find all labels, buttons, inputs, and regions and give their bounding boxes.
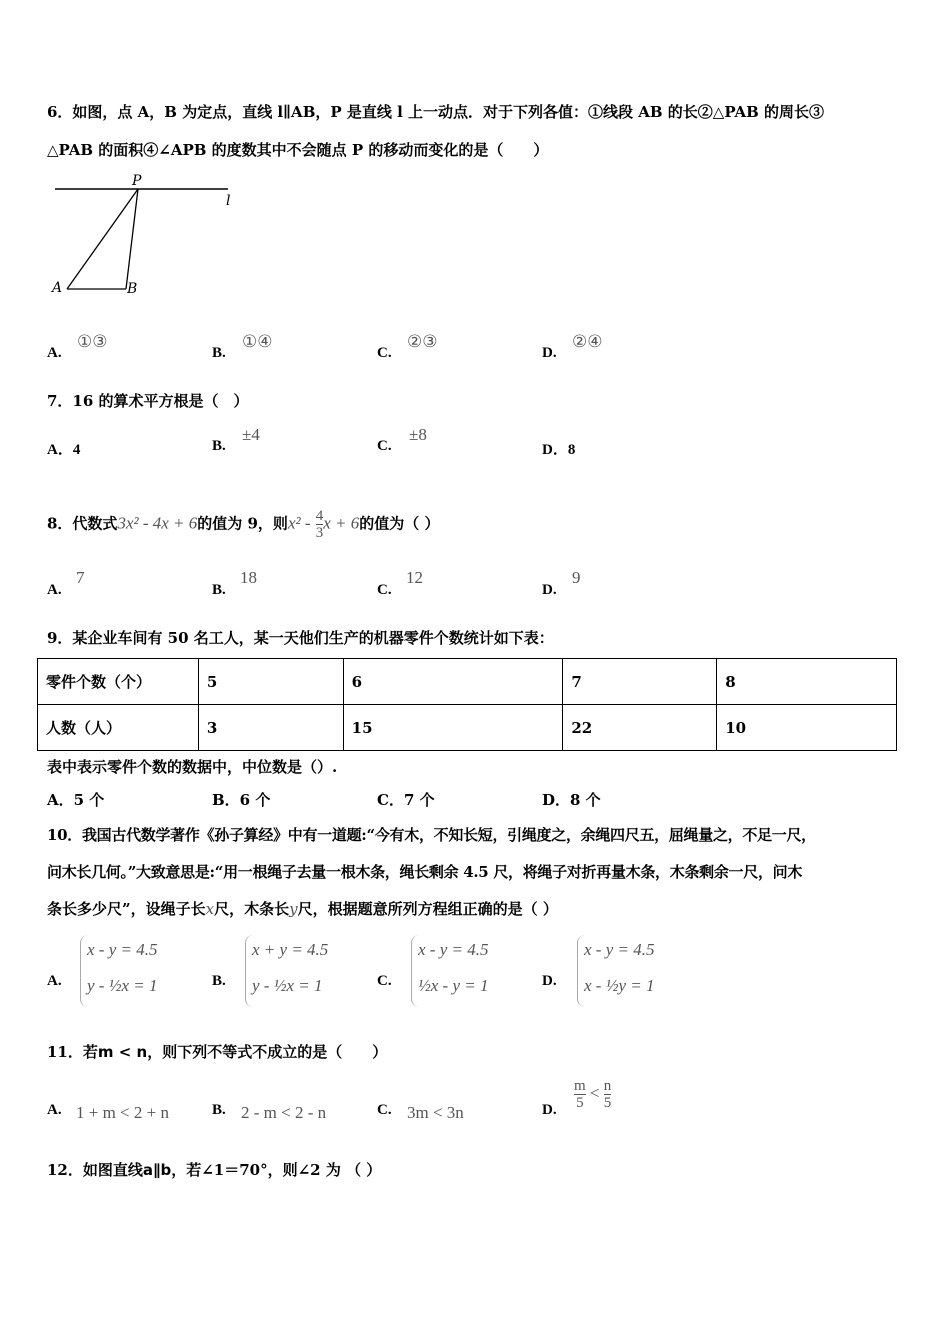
q8-option-d-value: 9 xyxy=(572,568,581,587)
q8-option-b-label[interactable]: B. xyxy=(212,582,226,598)
q6-option-b-value: ①④ xyxy=(242,332,273,351)
q8-option-d-label[interactable]: D. xyxy=(542,582,557,598)
q12-stem-a: 12．如图直线 xyxy=(47,1161,143,1179)
table-cell: 零件个数（个） xyxy=(38,659,199,705)
q10-line3c: 尺，根据题意所列方程组正确的是（ ） xyxy=(297,900,558,918)
q8-option-b-value: 18 xyxy=(240,568,257,587)
label-P: P xyxy=(132,173,142,189)
q9-option-c[interactable]: C．7 个 xyxy=(377,791,435,809)
q10-option-d-system xyxy=(577,935,654,1007)
equation: x - y = 4.5 xyxy=(584,940,655,959)
q6-option-a-value: ①③ xyxy=(77,332,108,351)
q6-stem-line1: 6．如图，点 A，B 为定点，直线 l∥AB，P 是直线 l 上一动点．对于下列各值：①线段 AB 的长②△PAB 的周长③ xyxy=(47,103,825,121)
q11-option-a-value: 1 + m < 2 + n xyxy=(76,1103,169,1122)
equation: x - y = 4.5 xyxy=(87,940,158,959)
q8-option-a-value: 7 xyxy=(76,568,85,587)
q6-option-d-label[interactable]: D. xyxy=(542,345,557,361)
equation: y - ½x = 1 xyxy=(87,976,158,995)
q10-line3a: 条长多少尺”，设绳子长 xyxy=(47,900,206,918)
table-cell: 8 xyxy=(717,659,897,705)
q11-option-b-label[interactable]: B. xyxy=(212,1102,226,1118)
fraction xyxy=(604,1078,612,1111)
label-l: l xyxy=(226,193,231,209)
q10-option-b-label[interactable]: B. xyxy=(212,973,226,989)
q10-line3b: 尺，木条长 xyxy=(214,900,290,918)
q11-condition: m < n xyxy=(97,1043,148,1061)
q6-option-b-label[interactable]: B. xyxy=(212,345,226,361)
q11-stem xyxy=(47,1042,387,1062)
q8-frac-den: 3 xyxy=(315,525,324,541)
q8-expr2-b: x + 6 xyxy=(323,513,360,533)
q7-option-d[interactable]: D．8 xyxy=(542,442,576,458)
q11-stem-a: 11．若 xyxy=(47,1043,98,1061)
q7-stem: 7．16 的算术平方根是（ ） xyxy=(47,392,249,410)
denominator: 5 xyxy=(576,1095,584,1111)
q10-option-d-label[interactable]: D. xyxy=(542,973,557,989)
q9-option-a[interactable]: A．5 个 xyxy=(47,791,105,809)
q8-post: 的值为（ ） xyxy=(359,514,440,533)
q11-option-d-value xyxy=(574,1078,611,1111)
q8-frac-num: 4 xyxy=(315,508,324,524)
label-A: A xyxy=(52,280,63,296)
fraction xyxy=(574,1078,586,1111)
q6-option-c-label[interactable]: C. xyxy=(377,345,392,361)
q10-line3 xyxy=(47,899,558,919)
q6-option-c-value: ②③ xyxy=(407,332,438,351)
q8-mid: 的值为 9，则 xyxy=(197,514,288,533)
denominator: 5 xyxy=(603,1095,612,1111)
q7-option-b-value: ±4 xyxy=(242,425,260,444)
q9-stem: 9．某企业车间有 50 名工人，某一天他们生产的机器零件个数统计如下表： xyxy=(47,629,554,647)
q11-option-a-label[interactable]: A. xyxy=(47,1102,62,1118)
table-cell: 15 xyxy=(343,705,563,751)
q8-expr2-a: x² - xyxy=(287,513,311,533)
table-cell: 7 xyxy=(563,659,717,705)
q8-option-c-value: 12 xyxy=(406,568,423,587)
q12-parallel: a∥b xyxy=(142,1161,172,1179)
q11-stem-b: ，则下列不等式不成立的是（ ） xyxy=(147,1043,388,1061)
table-row xyxy=(38,705,897,751)
q11-option-d-label[interactable]: D. xyxy=(542,1102,557,1118)
q6-option-a-label[interactable]: A. xyxy=(47,345,62,361)
q6-option-d-value: ②④ xyxy=(572,332,603,351)
table-cell: 3 xyxy=(198,705,343,751)
q9-option-d[interactable]: D．8 个 xyxy=(542,791,601,809)
table-cell: 人数（人） xyxy=(38,705,199,751)
table-cell: 5 xyxy=(198,659,343,705)
q8-stem xyxy=(47,508,440,541)
q11-option-b-value: 2 - m < 2 - n xyxy=(241,1103,327,1122)
q10-line1: 10．我国古代数学著作《孙子算经》中有一道题:“今有木，不知长短，引绳度之，余绳四尺五，屈绳量之，不足一尺， xyxy=(47,826,816,844)
q10-option-c-system xyxy=(411,935,488,1007)
q9-table xyxy=(37,658,897,751)
q10-option-a-system xyxy=(80,935,157,1007)
equation: x - ½y = 1 xyxy=(584,976,655,995)
table-row xyxy=(38,659,897,705)
equation: x + y = 4.5 xyxy=(252,940,329,959)
q10-option-c-label[interactable]: C. xyxy=(377,973,392,989)
q8-option-c-label[interactable]: C. xyxy=(377,582,392,598)
q9-after: 表中表示零件个数的数据中，中位数是（）. xyxy=(47,758,338,776)
table-cell: 10 xyxy=(717,705,897,751)
q8-option-a-label[interactable]: A. xyxy=(47,582,62,598)
table-cell: 6 xyxy=(343,659,563,705)
q10-line2: 问木长几何。”大致意思是:“用一根绳子去量一根木条，绳长剩余 4.5 尺，将绳子对折再量木条，木条剩余一尺，问木 xyxy=(47,863,803,881)
q10-option-b-system xyxy=(245,935,328,1007)
q7-option-b-label[interactable]: B. xyxy=(212,438,226,454)
equation: y - ½x = 1 xyxy=(252,976,323,995)
q11-option-c-label[interactable]: C. xyxy=(377,1102,392,1118)
q6-stem-line2: △PAB 的面积④∠APB 的度数其中不会随点 P 的移动而变化的是（ ） xyxy=(47,141,549,159)
q12-stem-b: ，若∠1＝70°，则∠2 为 （ ） xyxy=(171,1161,382,1179)
q11-option-c-value: 3m < 3n xyxy=(407,1103,464,1122)
label-B: B xyxy=(127,281,138,297)
q7-option-c-label[interactable]: C. xyxy=(377,438,392,454)
q10-var-y: y xyxy=(289,900,298,918)
q7-option-c-value: ±8 xyxy=(409,425,427,444)
q6-figure xyxy=(40,168,250,300)
equation: x - y = 4.5 xyxy=(418,940,489,959)
table-cell: 22 xyxy=(563,705,717,751)
q10-var-x: x xyxy=(205,900,215,918)
q7-option-a[interactable]: A．4 xyxy=(47,442,81,458)
operator: < xyxy=(589,1083,600,1103)
equation: ½x - y = 1 xyxy=(418,976,489,995)
q9-option-b[interactable]: B．6 个 xyxy=(212,791,271,809)
q8-pre: 8．代数式 xyxy=(47,514,118,533)
q12-stem xyxy=(47,1160,381,1180)
q10-option-a-label[interactable]: A. xyxy=(47,973,62,989)
q8-expr1: 3x² - 4x + 6 xyxy=(117,513,198,533)
numerator: n xyxy=(603,1078,612,1094)
numerator: m xyxy=(574,1078,586,1094)
